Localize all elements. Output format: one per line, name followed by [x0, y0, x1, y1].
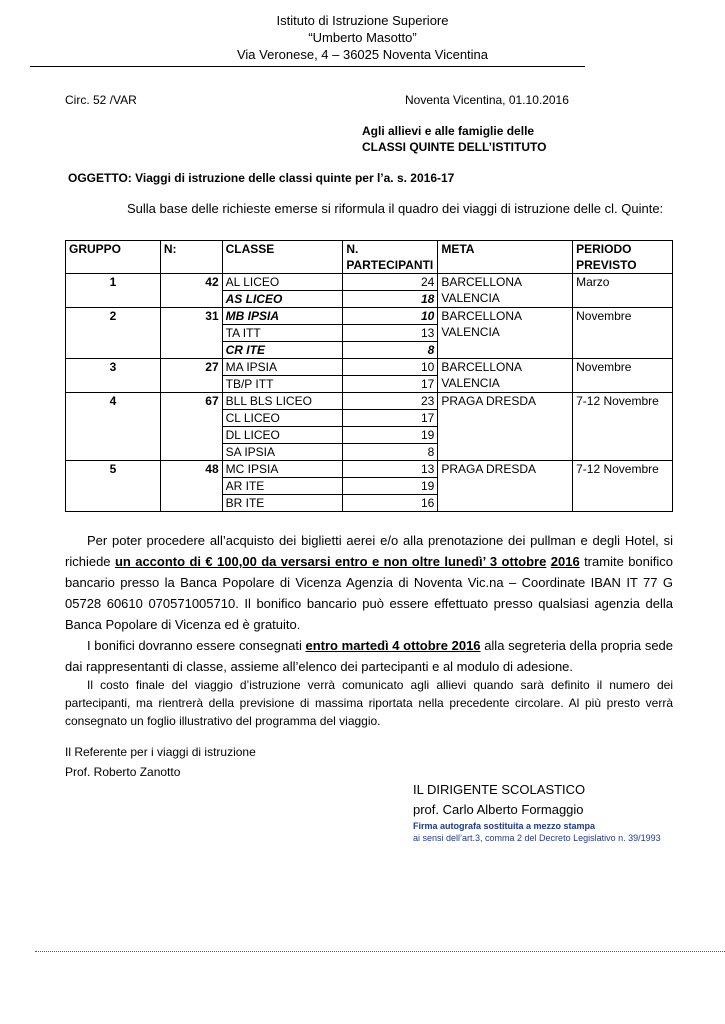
payment-paragraph — [65, 530, 673, 635]
cell-part: 10 — [343, 359, 438, 376]
cell-classe: BR ITE — [222, 495, 343, 512]
payment-deadline: un acconto di € 100,00 da versarsi entro e non oltre lunedì’ 3 ottobre — [114, 554, 547, 569]
cell-part: 16 — [343, 495, 438, 512]
recipients — [362, 123, 546, 155]
table-header-row — [66, 241, 673, 274]
cell-gruppo: 5 — [66, 461, 161, 512]
signature-note-2: ai sensi dell’art.3, comma 2 del Decreto Legislativo n. 39/1993 — [413, 833, 661, 843]
cell-meta: BARCELLONA VALENCIA — [438, 359, 573, 393]
header-divider — [30, 66, 585, 67]
delivery-paragraph — [65, 635, 673, 677]
cell-part: 19 — [343, 478, 438, 495]
payment-year: 2016 — [550, 554, 580, 569]
cell-periodo: 7-12 Novembre — [573, 461, 673, 512]
cell-n: 27 — [160, 359, 222, 393]
cell-classe: MB IPSIA — [222, 308, 343, 325]
school-address: Via Veronese, 4 – 36025 Noventa Vicentina — [236, 47, 489, 62]
cell-part: 8 — [343, 444, 438, 461]
cell-meta: PRAGA DRESDA — [438, 461, 573, 512]
cell-gruppo: 1 — [66, 274, 161, 308]
cell-classe: TA ITT — [222, 325, 343, 342]
circular-number: Circ. 52 /VAR — [65, 93, 137, 107]
delivery-text-c: alla segreteria della propria sede dai rappresentanti di classe, assieme all’elenco dei partecipanti e al modulo di adesione. — [65, 638, 674, 674]
cell-n: 48 — [160, 461, 222, 512]
cell-part: 17 — [343, 410, 438, 427]
cell-periodo: Marzo — [573, 274, 673, 308]
cell-classe: AR ITE — [222, 478, 343, 495]
signature-title: IL DIRIGENTE SCOLASTICO — [413, 782, 586, 797]
referent-block — [65, 742, 256, 782]
cell-classe: TB/P ITT — [222, 376, 343, 393]
cell-part: 13 — [343, 461, 438, 478]
col-meta: META — [438, 241, 573, 274]
place-date: Noventa Vicentina, 01.10.2016 — [405, 93, 569, 107]
cell-part: 18 — [343, 291, 438, 308]
cell-classe: CL LICEO — [222, 410, 343, 427]
recipients-line1: Agli allievi e alle famiglie delle — [362, 124, 535, 138]
cell-periodo: Novembre — [573, 308, 673, 359]
cell-part: 24 — [343, 274, 438, 291]
delivery-deadline: entro martedì 4 ottobre 2016 — [305, 638, 481, 653]
cell-classe: SA IPSIA — [222, 444, 343, 461]
cell-meta: BARCELLONA VALENCIA — [438, 274, 573, 308]
referent-role: Il Referente per i viaggi di istruzione — [65, 745, 256, 759]
trips-table — [65, 240, 673, 512]
cell-classe: CR ITE — [222, 342, 343, 359]
payment-text-e: tramite bonifico bancario presso la Banca Popolare di Vicenza Agenzia di Noventa Vic.na – Coordinate IBAN IT 77 G 05728 60610 070571005710. Il bonifico bancario può essere effettuato presso qualsiasi agenzia della Banca Popolare di Vicenza ed è gratuito. — [65, 554, 674, 632]
school-name: “Umberto Masotto” — [308, 30, 417, 45]
table-row — [66, 359, 673, 376]
cell-classe: AS LICEO — [222, 291, 343, 308]
delivery-text-a: I bonifici dovranno essere consegnati — [87, 638, 306, 653]
cell-meta: PRAGA DRESDA — [438, 393, 573, 461]
cell-periodo: 7-12 Novembre — [573, 393, 673, 461]
cell-classe: MA IPSIA — [222, 359, 343, 376]
cell-part: 10 — [343, 308, 438, 325]
signature-name: prof. Carlo Alberto Formaggio — [413, 802, 584, 817]
cell-gruppo: 4 — [66, 393, 161, 461]
col-n: N: — [160, 241, 222, 274]
table-row — [66, 308, 673, 325]
table-row — [66, 461, 673, 478]
school-type: Istituto di Istruzione Superiore — [276, 13, 449, 28]
cell-classe: AL LICEO — [222, 274, 343, 291]
cost-paragraph: Il costo finale del viaggio d’istruzione verrà comunicato agli allievi quando sarà definito il numero dei partecipanti, ma rientrerà della previsione di massima riportata nella precedente circolare. Al più presto verrà consegnato un foglio illustrativo del programma del viaggio. — [65, 678, 673, 728]
cell-gruppo: 3 — [66, 359, 161, 393]
cell-part: 17 — [343, 376, 438, 393]
intro-text: Sulla base delle richieste emerse si riformula il quadro dei viaggi di istruzione delle cl. Quinte: — [127, 201, 664, 216]
cell-n: 31 — [160, 308, 222, 359]
cell-part: 8 — [343, 342, 438, 359]
col-partecipanti: N. PARTECIPANTI — [343, 241, 438, 274]
cell-gruppo: 2 — [66, 308, 161, 359]
table-row — [66, 393, 673, 410]
col-gruppo: GRUPPO — [66, 241, 161, 274]
cell-part: 13 — [343, 325, 438, 342]
cell-n: 67 — [160, 393, 222, 461]
referent-name: Prof. Roberto Zanotto — [65, 765, 181, 779]
recipients-line2: CLASSI QUINTE DELL’ISTITUTO — [362, 140, 547, 154]
subject: OGGETTO: Viaggi di istruzione delle classi quinte per l’a. s. 2016-17 — [68, 171, 455, 185]
cell-part: 19 — [343, 427, 438, 444]
col-periodo: PERIODO PREVISTO — [573, 241, 673, 274]
table-row — [66, 274, 673, 291]
cell-meta: BARCELLONA VALENCIA — [438, 308, 573, 359]
footer-divider — [35, 951, 725, 952]
cell-classe: DL LICEO — [222, 427, 343, 444]
cell-classe: BLL BLS LICEO — [222, 393, 343, 410]
signature-note-1: Firma autografa sostituita a mezzo stampa — [413, 821, 596, 831]
payment-text-a: Per poter procedere all’acquisto dei biglietti aerei e/o alla prenotazione dei pullman e degli Hotel, si richiede — [65, 533, 673, 569]
cell-part: 23 — [343, 393, 438, 410]
signature-block — [413, 780, 661, 844]
school-header — [0, 12, 725, 63]
cell-periodo: Novembre — [573, 359, 673, 393]
col-classe: CLASSE — [222, 241, 343, 274]
cell-classe: MC IPSIA — [222, 461, 343, 478]
cell-n: 42 — [160, 274, 222, 308]
